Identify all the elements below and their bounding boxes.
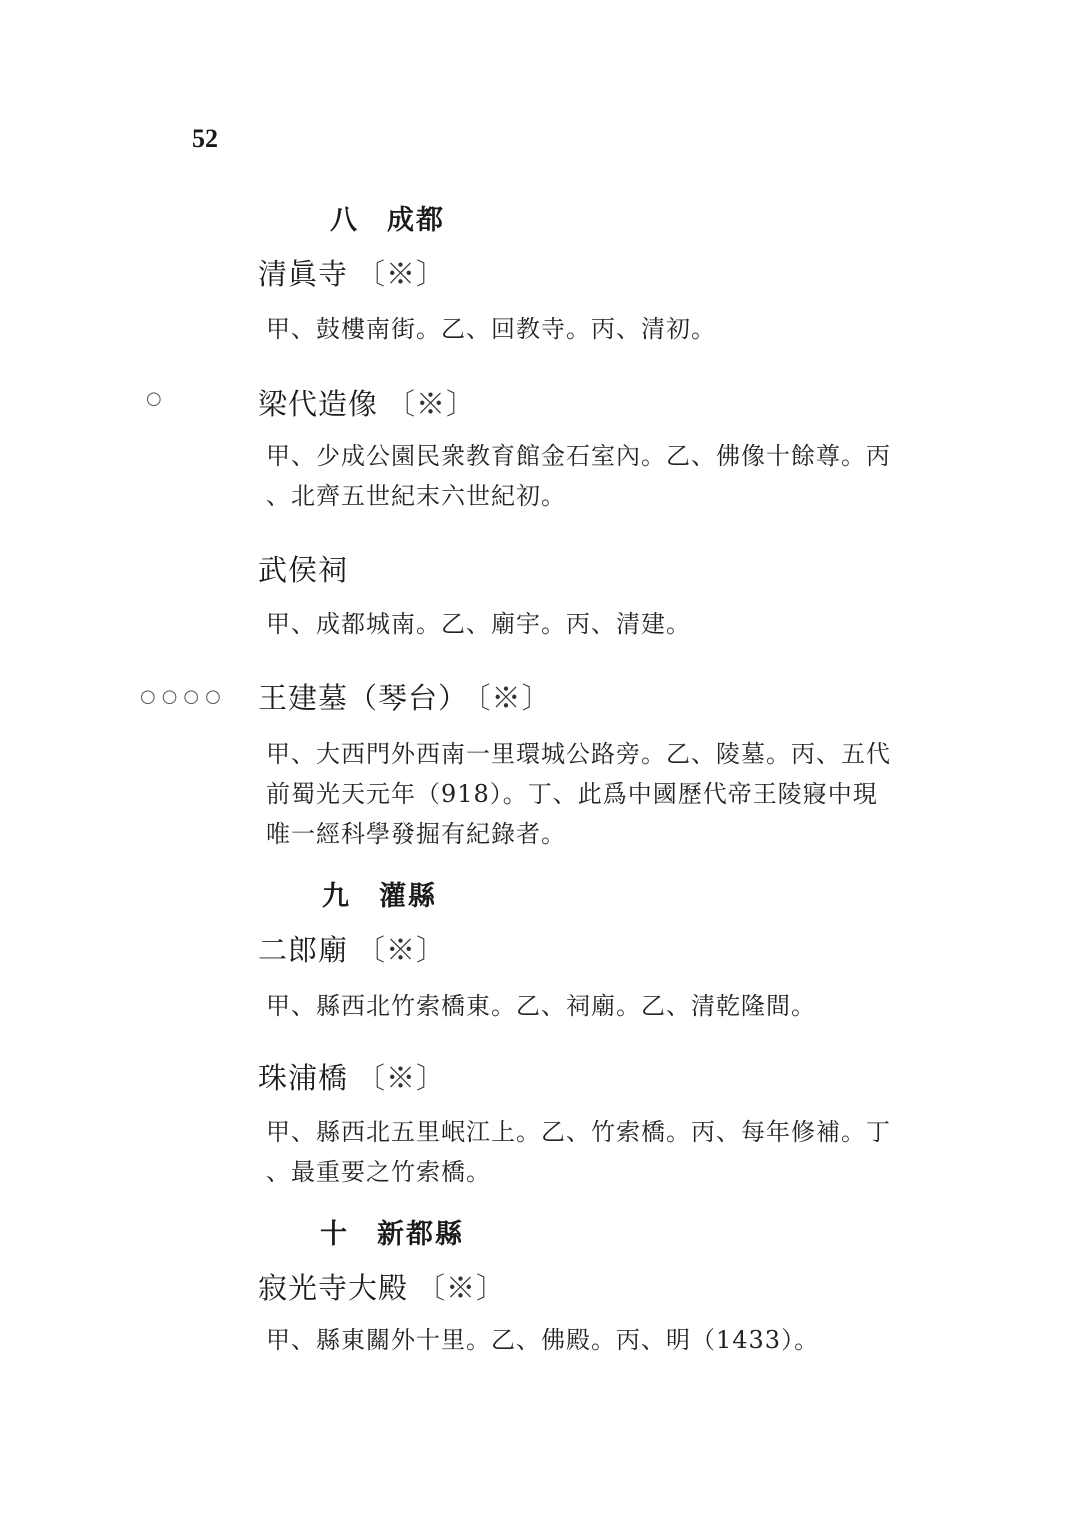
entry-title: 王建墓（琴台） 〔※〕 (258, 681, 552, 715)
entry-description: 甲、縣西北五里岷江上。乙、竹索橋。丙、每年修補。丁 、最重要之竹索橋。 (266, 1118, 891, 1186)
section-number: 十 (320, 1219, 349, 1250)
section-title: 成都 (387, 205, 445, 236)
margin-mark: ○ (146, 388, 168, 409)
entry-description: 甲、縣東關外十里。乙、佛殿。丙、明（1433）。 (266, 1326, 820, 1354)
section-title: 新都縣 (377, 1219, 464, 1250)
entry-title: 梁代造像 〔※〕 (258, 387, 477, 421)
entry-title: 寂光寺大殿 〔※〕 (258, 1271, 507, 1305)
protection-mark: 〔※〕 (356, 1061, 447, 1095)
section-title: 灌縣 (379, 881, 437, 912)
entry-description: 甲、成都城南。乙、廟宇。丙、清建。 (266, 610, 691, 638)
protection-mark: 〔※〕 (356, 257, 447, 291)
entry-description: 甲、少成公園民衆教育館金石室內。乙、佛像十餘尊。丙 、北齊五世紀末六世紀初。 (266, 442, 891, 510)
margin-mark: ○○○○ (140, 686, 227, 707)
section-number: 九 (322, 881, 351, 912)
entry-description: 甲、鼓樓南街。乙、回教寺。丙、清初。 (266, 315, 716, 343)
section-number: 八 (330, 205, 359, 236)
entry-title: 清眞寺 〔※〕 (258, 257, 447, 291)
protection-mark: 〔※〕 (356, 933, 447, 967)
section-heading-chengdu (330, 198, 445, 237)
entry-description: 甲、大西門外西南一里環城公路旁。乙、陵墓。丙、五代 前蜀光天元年（918）。丁、此爲中國歷代帝王陵寢中現 唯一經科學發掘有紀錄者。 (266, 740, 891, 848)
protection-mark: 〔※〕 (386, 387, 477, 421)
entry-title: 武侯祠 (258, 553, 349, 587)
page-number: 52 (192, 124, 218, 153)
entry-description: 甲、縣西北竹索橋東。乙、祠廟。乙、清乾隆間。 (266, 992, 816, 1020)
section-heading-guanxian (322, 874, 437, 913)
entry-title: 珠浦橋 〔※〕 (258, 1061, 447, 1095)
protection-mark: 〔※〕 (416, 1271, 507, 1305)
section-heading-xindu (320, 1212, 464, 1251)
protection-mark: 〔※〕 (476, 681, 552, 715)
entry-title: 二郎廟 〔※〕 (258, 933, 447, 967)
